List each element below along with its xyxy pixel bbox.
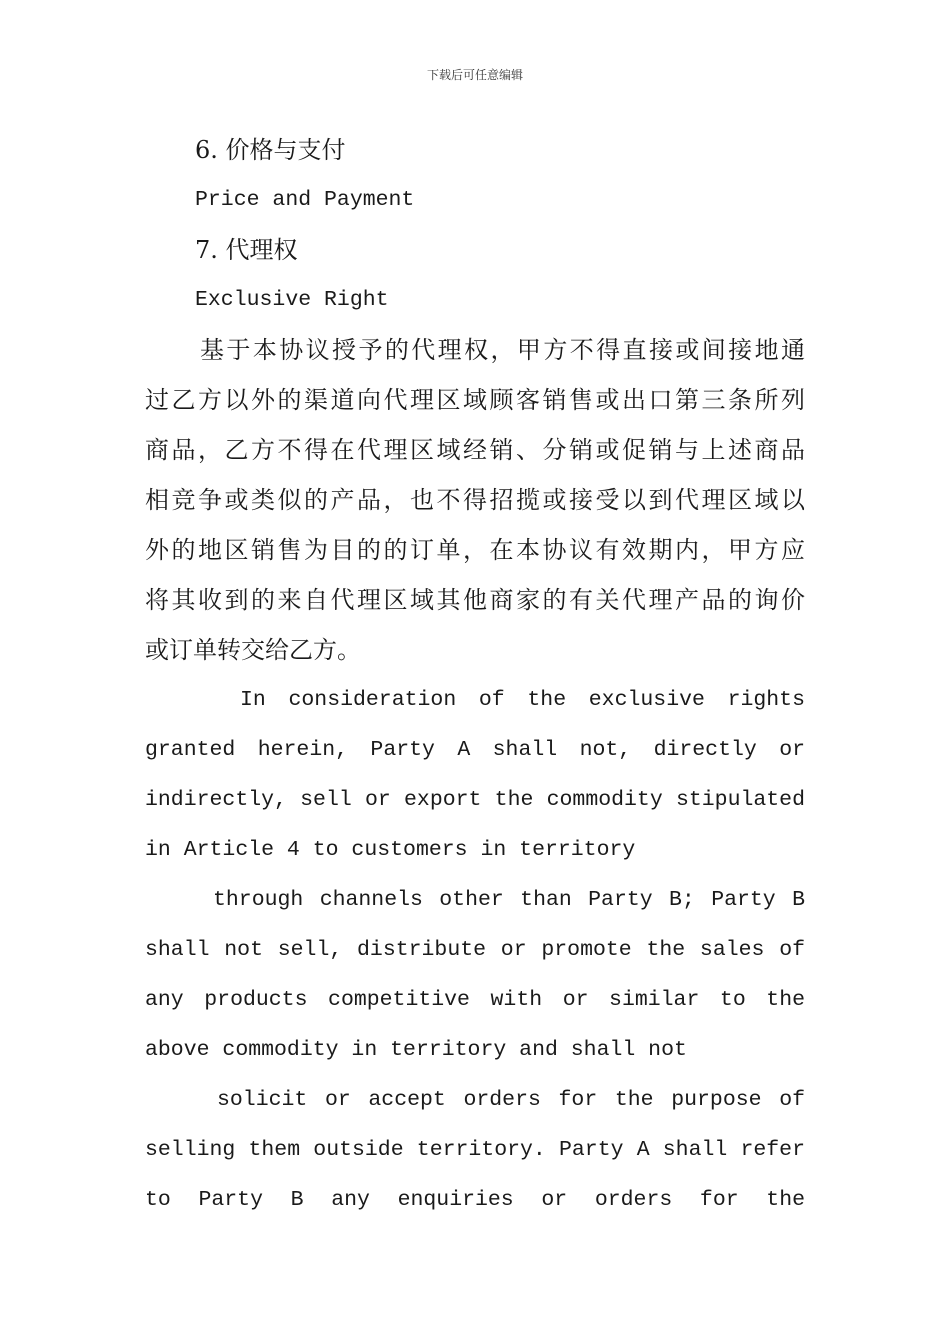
paragraph-cn-line: 外的地区销售为目的的订单，在本协议有效期内，甲方应 <box>145 536 805 564</box>
paragraph-cn-line: 或订单转交给乙方。 <box>145 636 361 664</box>
paragraph-en-line: solicit or accept orders for the purpose of <box>217 1088 805 1112</box>
paragraph-en-line: through channels other than Party B; Party B <box>213 888 805 912</box>
paragraph-en-line: indirectly, sell or export the commodity stipulated <box>145 788 805 812</box>
section-7-heading-en: Exclusive Right <box>195 288 389 312</box>
paragraph-en-line: in Article 4 to customers in territory <box>145 838 636 862</box>
page-header-note: 下载后可任意编辑 <box>426 68 523 82</box>
section-6-heading-cn: 6. 价格与支付 <box>195 136 346 164</box>
paragraph-en-line: In consideration of the exclusive rights <box>240 688 805 712</box>
section-6-heading-en: Price and Payment <box>195 188 415 212</box>
paragraph-en-line: granted herein, Party A shall not, directly or <box>145 738 805 762</box>
paragraph-en-line: shall not sell, distribute or promote the sales of <box>145 938 805 962</box>
document-body <box>145 125 805 1225</box>
paragraph-cn-line: 相竞争或类似的产品，也不得招揽或接受以到代理区域以 <box>145 486 805 514</box>
section-7-heading-cn: 7. 代理权 <box>195 236 298 264</box>
paragraph-en-line: selling them outside territory. Party A shall refer <box>145 1138 805 1162</box>
paragraph-cn-line: 基于本协议授予的代理权，甲方不得直接或间接地通 <box>200 336 805 364</box>
paragraph-en-line: any products competitive with or similar to the <box>145 988 805 1012</box>
paragraph-cn-line: 过乙方以外的渠道向代理区域顾客销售或出口第三条所列 <box>145 386 805 414</box>
paragraph-cn-line: 商品，乙方不得在代理区域经销、分销或促销与上述商品 <box>145 436 805 464</box>
paragraph-en-line: above commodity in territory and shall not <box>145 1038 687 1062</box>
paragraph-en-line: to Party B any enquiries or orders for the <box>145 1188 805 1212</box>
paragraph-cn-line: 将其收到的来自代理区域其他商家的有关代理产品的询价 <box>145 586 805 614</box>
